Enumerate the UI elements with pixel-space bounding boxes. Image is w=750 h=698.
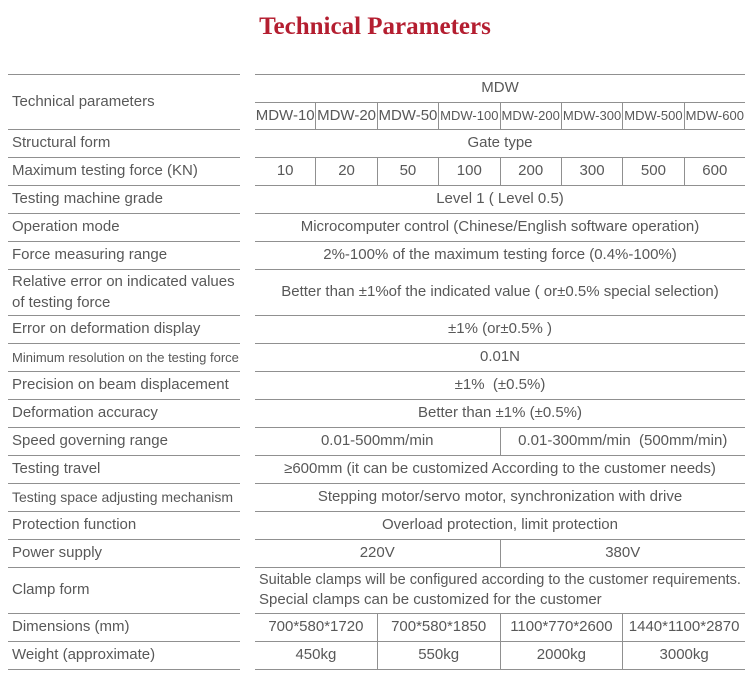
table-row: [8, 186, 745, 214]
model-header-cell: [377, 103, 438, 129]
row-label: Power supply: [12, 544, 103, 562]
value-cell: [255, 344, 745, 371]
cell-value: Special clamps can be customized for the customer: [259, 591, 602, 609]
cell-value: 1100*770*2600: [510, 618, 613, 636]
row-cells: [255, 512, 745, 539]
model-header-label: MDW-600: [685, 108, 744, 124]
row-values-area: [255, 400, 745, 428]
row-label: Protection function: [12, 516, 137, 534]
value-cell: [255, 642, 377, 669]
row-label-cell: [8, 484, 240, 512]
row-cells: [255, 642, 745, 669]
row-label: Structural form: [12, 134, 111, 152]
model-header-label: MDW-300: [562, 108, 622, 124]
row-label: Testing space adjusting mechanism: [12, 489, 234, 506]
table-row: [8, 130, 745, 158]
cell-value: 200: [518, 162, 544, 180]
value-cell: [255, 484, 745, 511]
table-row: [8, 484, 745, 512]
row-cells: [255, 344, 745, 371]
value-cell: [255, 456, 745, 483]
value-cell: [377, 614, 500, 641]
row-cells: [255, 130, 745, 157]
row-label-cell: [8, 270, 240, 316]
value-cell: [561, 158, 622, 185]
value-cell: [255, 540, 500, 567]
cell-value: 0.01-500mm/min: [320, 432, 434, 450]
cell-value: 0.01N: [479, 348, 521, 366]
value-cell: [255, 186, 745, 213]
row-label: of testing force: [12, 293, 111, 311]
table-row: [8, 270, 745, 316]
table-row: [8, 158, 745, 186]
table-row: [8, 316, 745, 344]
value-cell: [255, 512, 745, 539]
header-right-area: [255, 74, 745, 130]
row-cells: [255, 316, 745, 343]
row-values-area: [255, 242, 745, 270]
value-cell: [255, 372, 745, 399]
table-row: [8, 372, 745, 400]
cell-value: Better than ±1% (±0.5%): [417, 404, 583, 422]
value-cell: [255, 428, 500, 455]
cell-value: 100: [456, 162, 482, 180]
cell-value: 500: [640, 162, 666, 180]
model-header-label: MDW-50: [378, 106, 438, 124]
page-title: Technical Parameters: [259, 13, 491, 40]
row-label-cell: [8, 344, 240, 372]
row-values-area: [255, 130, 745, 158]
value-cell: [255, 568, 745, 613]
table-row: [8, 456, 745, 484]
row-label-cell: [8, 614, 240, 642]
row-label-cell: [8, 400, 240, 428]
row-values-area: [255, 614, 745, 642]
row-cells: [255, 270, 745, 315]
table-row: [8, 344, 745, 372]
cell-value: Suitable clamps will be configured according to the customer requirements.: [259, 571, 741, 588]
row-values-area: [255, 512, 745, 540]
cell-value: 600: [702, 162, 728, 180]
cell-value: Level 1 ( Level 0.5): [436, 190, 564, 208]
row-values-area: [255, 568, 745, 614]
row-values-area: [255, 428, 745, 456]
row-values-area: [255, 372, 745, 400]
row-label: Testing travel: [12, 460, 101, 478]
cell-value: 550kg: [418, 646, 460, 664]
row-cells: [255, 186, 745, 213]
row-values-area: [255, 642, 745, 670]
cell-value: 2%-100% of the maximum testing force (0.4%-100%): [323, 246, 677, 264]
value-cell: [315, 158, 376, 185]
row-cells: [255, 568, 745, 613]
row-label-cell: [8, 242, 240, 270]
model-header-cell: [622, 103, 683, 129]
table-row: [8, 540, 745, 568]
table-row: [8, 428, 745, 456]
row-label-cell: [8, 512, 240, 540]
value-cell: [255, 316, 745, 343]
row-label-cell: [8, 372, 240, 400]
cell-value: 10: [276, 162, 294, 180]
value-cell: [622, 158, 683, 185]
cell-value: ±1% (or±0.5% ): [448, 320, 552, 338]
table-row: [8, 568, 745, 614]
row-cells: [255, 428, 745, 455]
row-values-area: [255, 344, 745, 372]
series-group-label: MDW: [481, 79, 519, 97]
value-cell: [255, 400, 745, 427]
model-header-label: MDW-20: [317, 106, 377, 124]
table-row: [8, 242, 745, 270]
model-header-cell: [315, 103, 376, 129]
cell-value: 700*580*1720: [268, 618, 364, 636]
table-rows: [8, 130, 745, 670]
row-label: Clamp form: [12, 581, 90, 599]
value-cell: [377, 642, 500, 669]
model-header-cell: [684, 103, 745, 129]
value-cell: [622, 614, 745, 641]
cell-value: Stepping motor/servo motor, synchronization with drive: [317, 488, 683, 506]
cell-value: Overload protection, limit protection: [382, 516, 618, 534]
row-label-cell: [8, 456, 240, 484]
value-cell: [500, 158, 561, 185]
table-row: [8, 512, 745, 540]
row-values-area: [255, 214, 745, 242]
parameters-table: [8, 74, 745, 670]
cell-value: 50: [399, 162, 417, 180]
row-label: Operation mode: [12, 218, 120, 236]
row-values-area: [255, 484, 745, 512]
row-label-cell: [8, 158, 240, 186]
value-cell: [500, 428, 746, 455]
cell-value: 0.01-300mm/min (500mm/min): [518, 432, 728, 450]
row-cells: [255, 158, 745, 185]
row-label: Minimum resolution on the testing force: [12, 349, 239, 365]
cell-value: Gate type: [467, 134, 533, 152]
cell-value: 380V: [605, 544, 641, 562]
row-label: Maximum testing force (KN): [12, 162, 198, 180]
value-cell: [255, 242, 745, 269]
cell-value: 450kg: [295, 646, 337, 664]
row-values-area: [255, 316, 745, 344]
table-row: [8, 642, 745, 670]
model-header-label: MDW-200: [501, 108, 560, 124]
model-header-cell: [255, 103, 315, 129]
cell-value: 700*580*1850: [391, 618, 487, 636]
row-label-cell: [8, 642, 240, 670]
header-label-cell: [8, 74, 240, 130]
row-label: Force measuring range: [12, 246, 168, 264]
model-header-cells: [255, 103, 745, 129]
value-cell: [255, 158, 315, 185]
row-label: Weight (approximate): [12, 646, 156, 664]
table-header-row: [8, 74, 745, 130]
model-header-cell: [438, 103, 499, 129]
row-label-cell: [8, 316, 240, 344]
row-cells: [255, 400, 745, 427]
row-cells: [255, 372, 745, 399]
value-cell: [622, 642, 745, 669]
row-label-cell: [8, 540, 240, 568]
cell-value: 20: [338, 162, 355, 180]
value-cell: [255, 270, 745, 315]
model-header-label: MDW-500: [624, 108, 683, 124]
series-group-cell: [255, 75, 745, 103]
cell-value: ≥600mm (it can be customized According to the customer needs): [284, 460, 716, 478]
cell-value: 3000kg: [659, 646, 709, 664]
model-header-label: MDW-10: [255, 106, 315, 124]
row-label-cell: [8, 130, 240, 158]
table-row: [8, 400, 745, 428]
table-row: [8, 214, 745, 242]
row-cells: [255, 242, 745, 269]
value-cell: [255, 614, 377, 641]
model-header-cell: [500, 103, 561, 129]
row-cells: [255, 614, 745, 641]
row-cells: [255, 484, 745, 511]
row-values-area: [255, 186, 745, 214]
row-values-area: [255, 540, 745, 568]
value-cell: [255, 214, 745, 241]
row-label-cell: [8, 214, 240, 242]
row-cells: [255, 540, 745, 567]
row-values-area: [255, 270, 745, 316]
cell-value: ±1% (±0.5%): [454, 376, 546, 394]
row-label: Testing machine grade: [12, 190, 163, 208]
cell-value: 300: [579, 162, 605, 180]
row-label: Precision on beam displacement: [12, 376, 229, 394]
value-cell: [255, 130, 745, 157]
row-cells: [255, 214, 745, 241]
header-label: Technical parameters: [12, 92, 155, 110]
row-label-cell: [8, 186, 240, 214]
cell-value: 1440*1100*2870: [628, 618, 740, 636]
row-values-area: [255, 456, 745, 484]
row-values-area: [255, 158, 745, 186]
table-row: [8, 614, 745, 642]
row-cells: [255, 456, 745, 483]
row-label-cell: [8, 428, 240, 456]
row-label: Dimensions (mm): [12, 618, 130, 636]
cell-value: 220V: [359, 544, 395, 562]
row-label: Deformation accuracy: [12, 404, 158, 422]
cell-value: 2000kg: [536, 646, 586, 664]
model-header-cell: [561, 103, 622, 129]
row-label-cell: [8, 568, 240, 614]
row-label: Relative error on indicated values: [12, 273, 235, 291]
cell-value: Better than ±1%of the indicated value ( or±0.5% special selection): [281, 283, 719, 301]
value-cell: [438, 158, 499, 185]
cell-value: Microcomputer control (Chinese/English software operation): [300, 218, 700, 236]
value-cell: [500, 614, 623, 641]
value-cell: [500, 540, 746, 567]
row-label: Error on deformation display: [12, 320, 201, 338]
value-cell: [684, 158, 745, 185]
model-header-label: MDW-100: [440, 108, 499, 124]
value-cell: [377, 158, 438, 185]
row-label: Speed governing range: [12, 432, 168, 450]
value-cell: [500, 642, 623, 669]
